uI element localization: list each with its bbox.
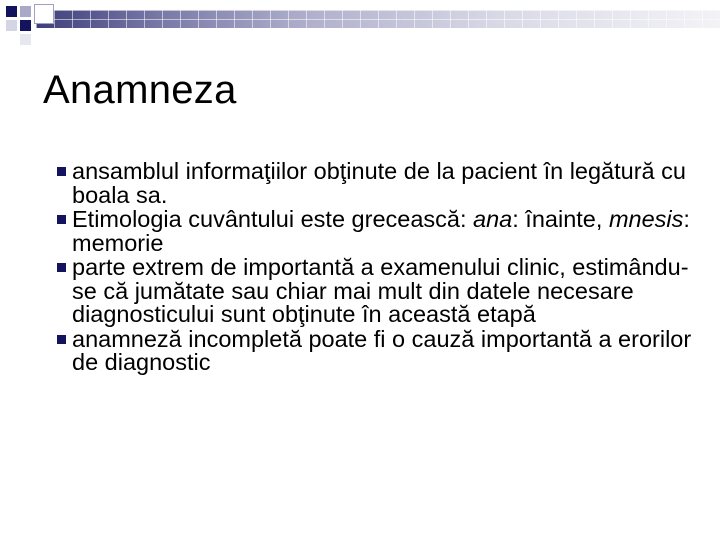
text-segment: : înainte, xyxy=(512,206,609,232)
bullet-item xyxy=(40,325,710,375)
decorative-square xyxy=(20,20,31,31)
italic-term: ana xyxy=(473,206,513,232)
bullet-item xyxy=(40,160,710,207)
bullet-text xyxy=(72,208,710,255)
decorative-corner xyxy=(0,0,720,50)
decorative-top-band xyxy=(36,10,720,28)
text-segment: : memorie xyxy=(72,206,690,256)
square-bullet-icon xyxy=(57,335,66,344)
bullet-text xyxy=(72,325,710,375)
square-bullet-icon xyxy=(57,215,66,224)
text-segment: ansamblul informaţiilor obţinute de la pacient în legătură cu boala sa. xyxy=(72,158,686,208)
bullet-text xyxy=(72,256,710,327)
decorative-square xyxy=(34,4,54,24)
text-segment: parte extrem de importantă a examenului clinic, estimându-se că jumătate sau chiar mai mult din datele necesare diagnosticului sunt obţinute în această etapă xyxy=(72,254,689,327)
bullet-item xyxy=(40,256,710,327)
decorative-square xyxy=(6,20,17,31)
bullet-text xyxy=(72,160,710,207)
decorative-square xyxy=(20,6,31,17)
square-bullet-icon xyxy=(57,263,66,272)
square-bullet-icon xyxy=(57,167,66,176)
text-segment: Etimologia cuvântului este grecească: xyxy=(72,206,474,232)
italic-term: mnesis xyxy=(608,206,684,232)
decorative-square xyxy=(6,6,17,17)
text-segment: anamneză incompletă poate fi o cauză importantă a erorilor de diagnostic xyxy=(72,325,692,375)
decorative-square xyxy=(20,34,31,45)
bullet-item xyxy=(40,208,710,255)
slide-title: Anamneza xyxy=(43,68,237,112)
bullet-list xyxy=(40,160,710,376)
